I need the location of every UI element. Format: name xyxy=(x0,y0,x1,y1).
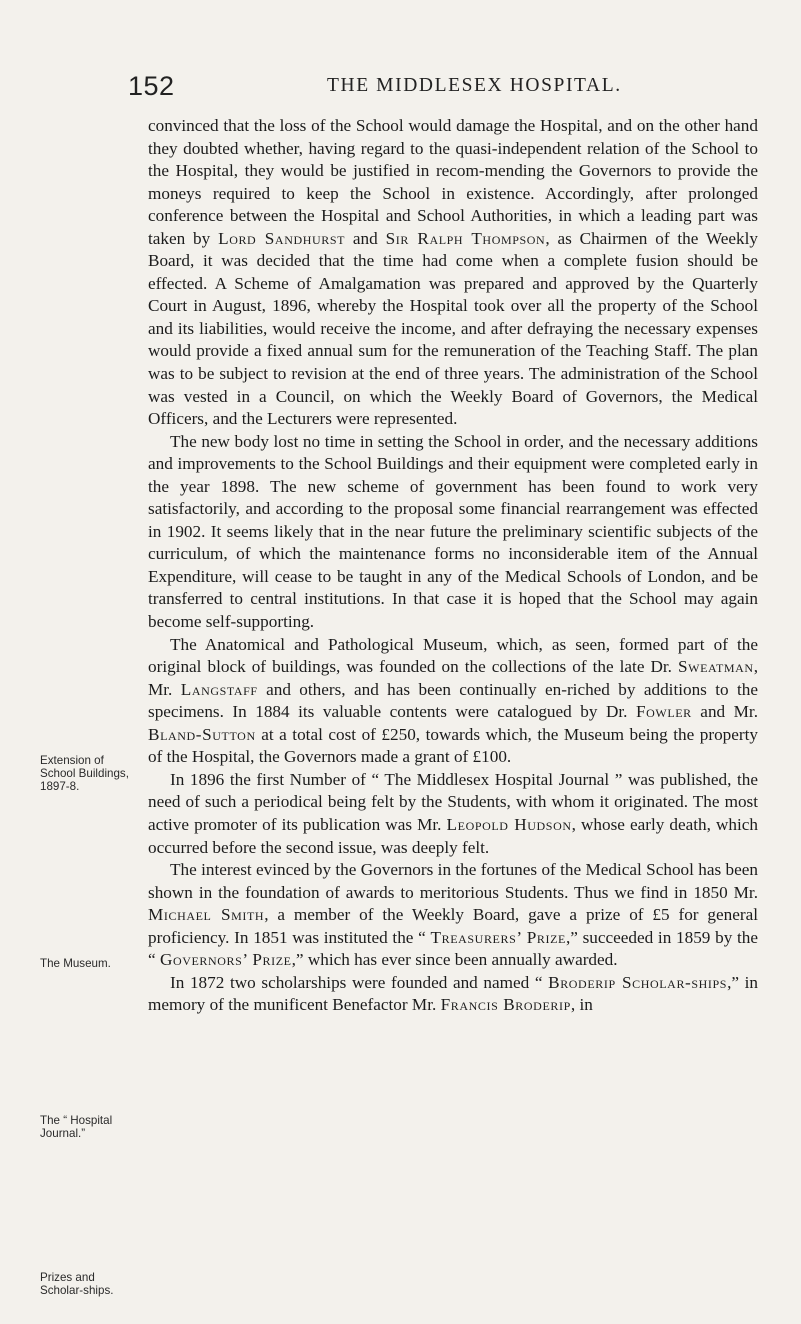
paragraph-scholarships: In 1872 two scholarships were founded and named “ Broderip Scholar-ships,” in memory of the munificent Benefactor Mr. Francis Broderip, in xyxy=(148,972,759,1015)
margin-note-prizes: Prizes and Scholar-ships. xyxy=(40,1271,114,1298)
paragraph-journal: In 1896 the first Number of “ The Middlesex Hospital Journal ” was published, the need of such a periodical being felt by the Students, with whom it originated. The most active promoter of its publication was Mr. Leopold Hudson, whose early death, which occurred before the second issue, was deeply felt. xyxy=(148,769,759,857)
page-header xyxy=(0,72,801,102)
page-number: 152 xyxy=(128,71,175,101)
margin-note-journal: The “ Hospital Journal.” xyxy=(40,1114,113,1141)
margin-note-extension: Extension of School Buildings, 1897-8. xyxy=(40,754,129,794)
person-name: Sweatman xyxy=(678,657,754,677)
paragraph-fusion: convinced that the loss of the School would damage the Hospital, and on the other hand they doubted whether, having regard to the quasi-independent relation of the School to the Hospital, they would be justified in recom-mending the Governors to provide the moneys required to keep the School in existence. Accordingly, after prolonged conference between the Hospital and School Authorities, in which a leading part was taken by Lord Sandhurst and Sir Ralph Thompson, as Chairmen of the Weekly Board, it was decided that the time had come when a complete fusion should be effected. A Scheme of Amalgamation was prepared and approved by the Quarterly Court in August, 1896, whereby the Hospital took over all the property of the School and its liabilities, would receive the income, and after defraying the necessary expenses would provide a fixed annual sum for the remuneration of the Teaching Staff. The plan was to be subject to revision at the end of three years. The administration of the School was vested in a Council, on which the Weekly Board of Governors, the Medical Officers, and the Lecturers were represented. xyxy=(148,116,758,429)
body-text xyxy=(148,115,758,1017)
person-name: Michael Smith xyxy=(148,905,265,925)
paragraph-extension: The new body lost no time in setting the School in order, and the necessary additions and improvements to the School Buildings and their equipment were completed early in the year 1898. The new scheme of government has been found to work very satisfactorily, and according to the proposal some financial rearrangement was effected in 1902. It seems likely that in the near future the preliminary scientific subjects of the curriculum, of which the maintenance forms no inconsiderable item of the Annual Expenditure, will cease to be taught in any of the Medical Schools of London, and be transferred to central institutions. In that case it is hoped that the School may again become self-supporting. xyxy=(148,431,758,632)
person-name: Sir Ralph Thompson xyxy=(385,228,546,248)
person-name: Leopold Hudson xyxy=(446,814,572,834)
prize-name: Governors’ Prize xyxy=(159,950,292,970)
margin-note-museum: The Museum. xyxy=(40,957,111,970)
running-title: THE MIDDLESEX HOSPITAL. xyxy=(327,75,622,96)
person-name: Bland-Sutton xyxy=(148,724,256,744)
paragraph-museum: The Anatomical and Pathological Museum, which, as seen, formed part of the original block of buildings, was founded on the collections of the late Dr. Sweatman, Mr. Langstaff and others, and has been continually en-riched by additions to the specimens. In 1884 its valuable contents were catalogued by Dr. Fowler and Mr. Bland-Sutton at a total cost of £250, towards which, the Museum being the property of the Hospital, the Governors made a grant of £100. xyxy=(148,634,759,767)
paragraph-prizes: The interest evinced by the Governors in the fortunes of the Medical School has been shown in the foundation of awards to meritorious Students. Thus we find in 1850 Mr. Michael Smith, a member of the Weekly Board, gave a prize of £5 for general proficiency. In 1851 was instituted the “ Treasurers’ Prize,” succeeded in 1859 by the “ Governors’ Prize,” which has ever since been annually awarded. xyxy=(148,860,759,970)
person-name: Lord Sandhurst xyxy=(218,228,346,248)
person-name: Francis Broderip xyxy=(440,995,571,1015)
prize-name: Treasurers’ Prize xyxy=(430,927,566,947)
person-name: Fowler xyxy=(635,702,692,722)
scholarship-name: Broderip Scholar-ships xyxy=(548,972,728,992)
person-name: Langstaff xyxy=(180,679,258,699)
